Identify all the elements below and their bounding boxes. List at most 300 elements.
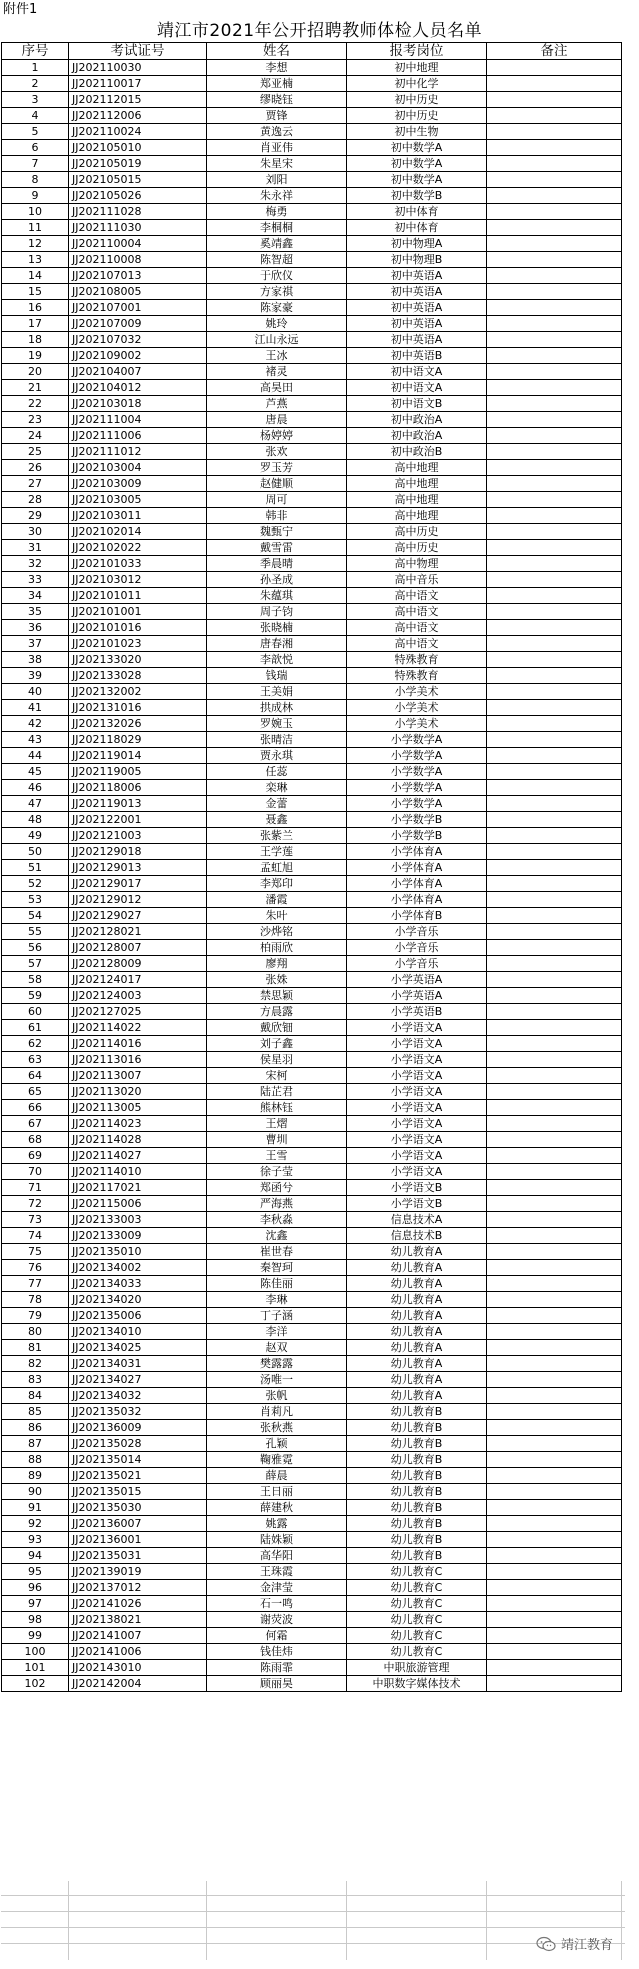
table-row (2, 1244, 622, 1260)
cell-name: 陈佳丽 (207, 1276, 347, 1292)
cell-position: 小学体育A (347, 892, 487, 908)
watermark-text: 靖江教育 (560, 1938, 613, 1953)
cell-remarks (487, 1468, 622, 1484)
table-row (2, 348, 622, 364)
cell-exam-id: JJ202105015 (69, 172, 207, 188)
cell-remarks (487, 540, 622, 556)
cell-position: 幼儿教育A (347, 1372, 487, 1388)
cell-index: 93 (2, 1532, 69, 1548)
cell-position: 小学英语A (347, 988, 487, 1004)
cell-exam-id: JJ202117021 (69, 1180, 207, 1196)
cell-remarks (487, 1580, 622, 1596)
cell-index: 1 (2, 60, 69, 76)
cell-index: 43 (2, 732, 69, 748)
cell-remarks (487, 956, 622, 972)
cell-position: 小学数学B (347, 828, 487, 844)
cell-remarks (487, 444, 622, 460)
cell-exam-id: JJ202133028 (69, 668, 207, 684)
cell-name: 崔世春 (207, 1244, 347, 1260)
table-row (2, 588, 622, 604)
cell-exam-id: JJ202103004 (69, 460, 207, 476)
cell-name: 丁子涵 (207, 1308, 347, 1324)
cell-exam-id: JJ202119005 (69, 764, 207, 780)
table-row (2, 1116, 622, 1132)
cell-remarks (487, 860, 622, 876)
cell-exam-id: JJ202113020 (69, 1084, 207, 1100)
cell-exam-id: JJ202101023 (69, 636, 207, 652)
cell-index: 102 (2, 1676, 69, 1692)
cell-name: 孟虹旭 (207, 860, 347, 876)
cell-position: 幼儿教育B (347, 1420, 487, 1436)
cell-remarks (487, 204, 622, 220)
cell-name: 高华阳 (207, 1548, 347, 1564)
table-row (2, 1676, 622, 1692)
cell-name: 张帆 (207, 1388, 347, 1404)
cell-name: 黄逸云 (207, 124, 347, 140)
cell-name: 钱瑞 (207, 668, 347, 684)
table-row (2, 1420, 622, 1436)
table-row (2, 92, 622, 108)
cell-exam-id: JJ202101011 (69, 588, 207, 604)
table-row (2, 1196, 622, 1212)
cell-position: 信息技术B (347, 1228, 487, 1244)
cell-exam-id: JJ202114022 (69, 1020, 207, 1036)
cell-index: 21 (2, 380, 69, 396)
header-index: 序号 (2, 43, 69, 60)
cell-remarks (487, 1212, 622, 1228)
cell-position: 幼儿教育B (347, 1516, 487, 1532)
table-row (2, 140, 622, 156)
cell-name: 陈雨霏 (207, 1660, 347, 1676)
cell-exam-id: JJ202103012 (69, 572, 207, 588)
cell-name: 任蕊 (207, 764, 347, 780)
cell-name: 朱蕴琪 (207, 588, 347, 604)
table-row (2, 1500, 622, 1516)
cell-index: 30 (2, 524, 69, 540)
table-row (2, 860, 622, 876)
document-title: 靖江市2021年公开招聘教师体检人员名单 (156, 21, 483, 41)
cell-remarks (487, 1148, 622, 1164)
table-row (2, 1260, 622, 1276)
cell-position: 幼儿教育A (347, 1276, 487, 1292)
cell-remarks (487, 1132, 622, 1148)
cell-remarks (487, 1644, 622, 1660)
table-row (2, 364, 622, 380)
cell-index: 89 (2, 1468, 69, 1484)
cell-exam-id: JJ202133009 (69, 1228, 207, 1244)
cell-exam-id: JJ202104012 (69, 380, 207, 396)
cell-position: 幼儿教育C (347, 1564, 487, 1580)
cell-index: 57 (2, 956, 69, 972)
cell-remarks (487, 1452, 622, 1468)
cell-index: 98 (2, 1612, 69, 1628)
cell-index: 90 (2, 1484, 69, 1500)
cell-name: 何霜 (207, 1628, 347, 1644)
cell-name: 高昊田 (207, 380, 347, 396)
cell-name: 王美娟 (207, 684, 347, 700)
cell-remarks (487, 1532, 622, 1548)
cell-position: 小学语文A (347, 1052, 487, 1068)
cell-position: 小学体育A (347, 876, 487, 892)
cell-exam-id: JJ202111028 (69, 204, 207, 220)
cell-remarks (487, 1516, 622, 1532)
table-row (2, 124, 622, 140)
cell-position: 幼儿教育C (347, 1612, 487, 1628)
cell-index: 8 (2, 172, 69, 188)
cell-remarks (487, 780, 622, 796)
cell-index: 91 (2, 1500, 69, 1516)
table-row (2, 668, 622, 684)
cell-index: 85 (2, 1404, 69, 1420)
cell-index: 50 (2, 844, 69, 860)
cell-remarks (487, 636, 622, 652)
table-row (2, 1436, 622, 1452)
table-row (2, 1660, 622, 1676)
cell-position: 幼儿教育A (347, 1356, 487, 1372)
cell-position: 初中数学A (347, 140, 487, 156)
cell-remarks (487, 1084, 622, 1100)
table-row (2, 1356, 622, 1372)
cell-index: 87 (2, 1436, 69, 1452)
cell-remarks (487, 268, 622, 284)
cell-remarks (487, 332, 622, 348)
cell-name: 李歆悦 (207, 652, 347, 668)
cell-remarks (487, 1372, 622, 1388)
cell-exam-id: JJ202114010 (69, 1164, 207, 1180)
cell-remarks (487, 1628, 622, 1644)
table-row (2, 1164, 622, 1180)
watermark (536, 1934, 613, 1953)
cell-remarks (487, 428, 622, 444)
cell-position: 初中语文A (347, 380, 487, 396)
cell-remarks (487, 60, 622, 76)
cell-remarks (487, 1068, 622, 1084)
cell-name: 鞠雅霓 (207, 1452, 347, 1468)
cell-index: 70 (2, 1164, 69, 1180)
table-row (2, 1628, 622, 1644)
cell-name: 唐晨 (207, 412, 347, 428)
cell-index: 49 (2, 828, 69, 844)
cell-position: 小学数学B (347, 812, 487, 828)
cell-exam-id: JJ202103018 (69, 396, 207, 412)
cell-index: 82 (2, 1356, 69, 1372)
cell-exam-id: JJ202136007 (69, 1516, 207, 1532)
cell-index: 96 (2, 1580, 69, 1596)
cell-exam-id: JJ202108005 (69, 284, 207, 300)
cell-exam-id: JJ202112015 (69, 92, 207, 108)
cell-position: 高中历史 (347, 524, 487, 540)
cell-remarks (487, 1260, 622, 1276)
cell-name: 朱叶 (207, 908, 347, 924)
cell-name: 梅勇 (207, 204, 347, 220)
cell-index: 46 (2, 780, 69, 796)
cell-name: 贾永琪 (207, 748, 347, 764)
cell-index: 94 (2, 1548, 69, 1564)
cell-position: 小学数学A (347, 796, 487, 812)
cell-remarks (487, 316, 622, 332)
cell-name: 张姝 (207, 972, 347, 988)
cell-index: 47 (2, 796, 69, 812)
cell-index: 81 (2, 1340, 69, 1356)
table-row (2, 604, 622, 620)
cell-name: 廖翔 (207, 956, 347, 972)
cell-index: 36 (2, 620, 69, 636)
cell-name: 石一鸣 (207, 1596, 347, 1612)
cell-index: 55 (2, 924, 69, 940)
cell-name: 金津莹 (207, 1580, 347, 1596)
cell-exam-id: JJ202134010 (69, 1324, 207, 1340)
table-row (2, 1100, 622, 1116)
cell-name: 栾琳 (207, 780, 347, 796)
cell-index: 69 (2, 1148, 69, 1164)
table-row (2, 1484, 622, 1500)
table-row (2, 460, 622, 476)
cell-exam-id: JJ202142004 (69, 1676, 207, 1692)
cell-index: 88 (2, 1452, 69, 1468)
cell-exam-id: JJ202107013 (69, 268, 207, 284)
cell-position: 小学美术 (347, 700, 487, 716)
cell-name: 周可 (207, 492, 347, 508)
cell-position: 幼儿教育A (347, 1388, 487, 1404)
cell-index: 2 (2, 76, 69, 92)
cell-remarks (487, 652, 622, 668)
cell-index: 24 (2, 428, 69, 444)
cell-remarks (487, 284, 622, 300)
cell-exam-id: JJ202101001 (69, 604, 207, 620)
cell-exam-id: JJ202124017 (69, 972, 207, 988)
cell-exam-id: JJ202133020 (69, 652, 207, 668)
cell-position: 高中物理 (347, 556, 487, 572)
table-row (2, 1020, 622, 1036)
cell-exam-id: JJ202134032 (69, 1388, 207, 1404)
cell-exam-id: JJ202134002 (69, 1260, 207, 1276)
cell-exam-id: JJ202110004 (69, 236, 207, 252)
cell-position: 小学语文A (347, 1036, 487, 1052)
cell-name: 刘子鑫 (207, 1036, 347, 1052)
cell-position: 特殊教育 (347, 668, 487, 684)
table-row (2, 684, 622, 700)
cell-position: 小学语文A (347, 1132, 487, 1148)
cell-index: 95 (2, 1564, 69, 1580)
header-remarks: 备注 (487, 43, 622, 60)
cell-remarks (487, 124, 622, 140)
cell-exam-id: JJ202110017 (69, 76, 207, 92)
cell-exam-id: JJ202113016 (69, 1052, 207, 1068)
cell-name: 柏雨欣 (207, 940, 347, 956)
cell-position: 小学语文A (347, 1116, 487, 1132)
cell-exam-id: JJ202101033 (69, 556, 207, 572)
table-row (2, 1388, 622, 1404)
cell-exam-id: JJ202104007 (69, 364, 207, 380)
cell-name: 熊林钰 (207, 1100, 347, 1116)
cell-exam-id: JJ202141026 (69, 1596, 207, 1612)
cell-remarks (487, 1052, 622, 1068)
cell-remarks (487, 460, 622, 476)
table-row (2, 876, 622, 892)
cell-exam-id: JJ202118006 (69, 780, 207, 796)
cell-position: 高中地理 (347, 460, 487, 476)
table-row (2, 1084, 622, 1100)
cell-exam-id: JJ202109002 (69, 348, 207, 364)
cell-name: 韩非 (207, 508, 347, 524)
cell-name: 顾丽昊 (207, 1676, 347, 1692)
table-row (2, 236, 622, 252)
table-row (2, 380, 622, 396)
cell-index: 18 (2, 332, 69, 348)
cell-index: 3 (2, 92, 69, 108)
cell-exam-id: JJ202107001 (69, 300, 207, 316)
cell-position: 特殊教育 (347, 652, 487, 668)
cell-remarks (487, 1596, 622, 1612)
cell-remarks (487, 1020, 622, 1036)
table-row (2, 1180, 622, 1196)
cell-exam-id: JJ202124003 (69, 988, 207, 1004)
cell-name: 孙圣成 (207, 572, 347, 588)
cell-remarks (487, 892, 622, 908)
cell-index: 83 (2, 1372, 69, 1388)
cell-exam-id: JJ202132002 (69, 684, 207, 700)
cell-exam-id: JJ202114016 (69, 1036, 207, 1052)
cell-remarks (487, 684, 622, 700)
cell-remarks (487, 1004, 622, 1020)
table-row (2, 444, 622, 460)
cell-remarks (487, 620, 622, 636)
cell-remarks (487, 1228, 622, 1244)
cell-remarks (487, 812, 622, 828)
table-row (2, 300, 622, 316)
cell-remarks (487, 188, 622, 204)
cell-name: 李郑印 (207, 876, 347, 892)
table-row (2, 1308, 622, 1324)
cell-remarks (487, 1340, 622, 1356)
table-row (2, 1532, 622, 1548)
cell-name: 戴雪雷 (207, 540, 347, 556)
cell-position: 小学数学A (347, 780, 487, 796)
cell-name: 方家祺 (207, 284, 347, 300)
table-row (2, 1036, 622, 1052)
cell-position: 小学语文A (347, 1084, 487, 1100)
cell-name: 李桐桐 (207, 220, 347, 236)
table-row (2, 492, 622, 508)
cell-name: 方晨露 (207, 1004, 347, 1020)
cell-exam-id: JJ202102014 (69, 524, 207, 540)
cell-index: 48 (2, 812, 69, 828)
cell-exam-id: JJ202103011 (69, 508, 207, 524)
cell-index: 54 (2, 908, 69, 924)
cell-remarks (487, 1404, 622, 1420)
cell-index: 26 (2, 460, 69, 476)
table-header-row (2, 43, 622, 60)
cell-name: 赵健顺 (207, 476, 347, 492)
cell-index: 16 (2, 300, 69, 316)
cell-index: 77 (2, 1276, 69, 1292)
cell-index: 67 (2, 1116, 69, 1132)
table-row (2, 1052, 622, 1068)
cell-name: 汤唯一 (207, 1372, 347, 1388)
cell-index: 74 (2, 1228, 69, 1244)
cell-name: 姚露 (207, 1516, 347, 1532)
cell-position: 初中体育 (347, 204, 487, 220)
cell-remarks (487, 1612, 622, 1628)
cell-position: 初中物理B (347, 252, 487, 268)
table-row (2, 908, 622, 924)
cell-position: 幼儿教育A (347, 1244, 487, 1260)
cell-name: 褚灵 (207, 364, 347, 380)
cell-position: 幼儿教育B (347, 1548, 487, 1564)
cell-exam-id: JJ202131016 (69, 700, 207, 716)
cell-remarks (487, 588, 622, 604)
cell-name: 王冰 (207, 348, 347, 364)
cell-name: 赵双 (207, 1340, 347, 1356)
cell-remarks (487, 700, 622, 716)
cell-name: 沈鑫 (207, 1228, 347, 1244)
cell-remarks (487, 508, 622, 524)
cell-exam-id: JJ202111006 (69, 428, 207, 444)
cell-index: 52 (2, 876, 69, 892)
cell-index: 14 (2, 268, 69, 284)
cell-index: 75 (2, 1244, 69, 1260)
cell-remarks (487, 1308, 622, 1324)
cell-name: 江山永远 (207, 332, 347, 348)
cell-remarks (487, 1180, 622, 1196)
cell-remarks (487, 108, 622, 124)
cell-position: 高中语文 (347, 604, 487, 620)
cell-name: 严海燕 (207, 1196, 347, 1212)
cell-index: 10 (2, 204, 69, 220)
table-row (2, 428, 622, 444)
cell-position: 小学体育A (347, 844, 487, 860)
cell-index: 66 (2, 1100, 69, 1116)
cell-exam-id: JJ202133003 (69, 1212, 207, 1228)
cell-remarks (487, 796, 622, 812)
cell-position: 中职数字媒体技术 (347, 1676, 487, 1692)
cell-index: 12 (2, 236, 69, 252)
table-row (2, 764, 622, 780)
cell-name: 贾锋 (207, 108, 347, 124)
cell-position: 幼儿教育B (347, 1452, 487, 1468)
cell-index: 73 (2, 1212, 69, 1228)
cell-exam-id: JJ202135021 (69, 1468, 207, 1484)
cell-index: 28 (2, 492, 69, 508)
cell-name: 肖亚伟 (207, 140, 347, 156)
cell-remarks (487, 492, 622, 508)
cell-index: 33 (2, 572, 69, 588)
cell-remarks (487, 76, 622, 92)
cell-name: 朱星宋 (207, 156, 347, 172)
cell-remarks (487, 988, 622, 1004)
table-row (2, 412, 622, 428)
cell-remarks (487, 380, 622, 396)
cell-index: 79 (2, 1308, 69, 1324)
cell-index: 13 (2, 252, 69, 268)
cell-index: 17 (2, 316, 69, 332)
cell-exam-id: JJ202128009 (69, 956, 207, 972)
cell-index: 29 (2, 508, 69, 524)
cell-remarks (487, 1244, 622, 1260)
cell-index: 19 (2, 348, 69, 364)
table-row (2, 636, 622, 652)
cell-exam-id: JJ202113007 (69, 1068, 207, 1084)
table-row (2, 316, 622, 332)
cell-name: 郑函兮 (207, 1180, 347, 1196)
cell-position: 幼儿教育B (347, 1484, 487, 1500)
cell-index: 40 (2, 684, 69, 700)
cell-remarks (487, 1196, 622, 1212)
table-row (2, 924, 622, 940)
cell-position: 初中英语A (347, 268, 487, 284)
cell-name: 陆姝颖 (207, 1532, 347, 1548)
table-row (2, 396, 622, 412)
